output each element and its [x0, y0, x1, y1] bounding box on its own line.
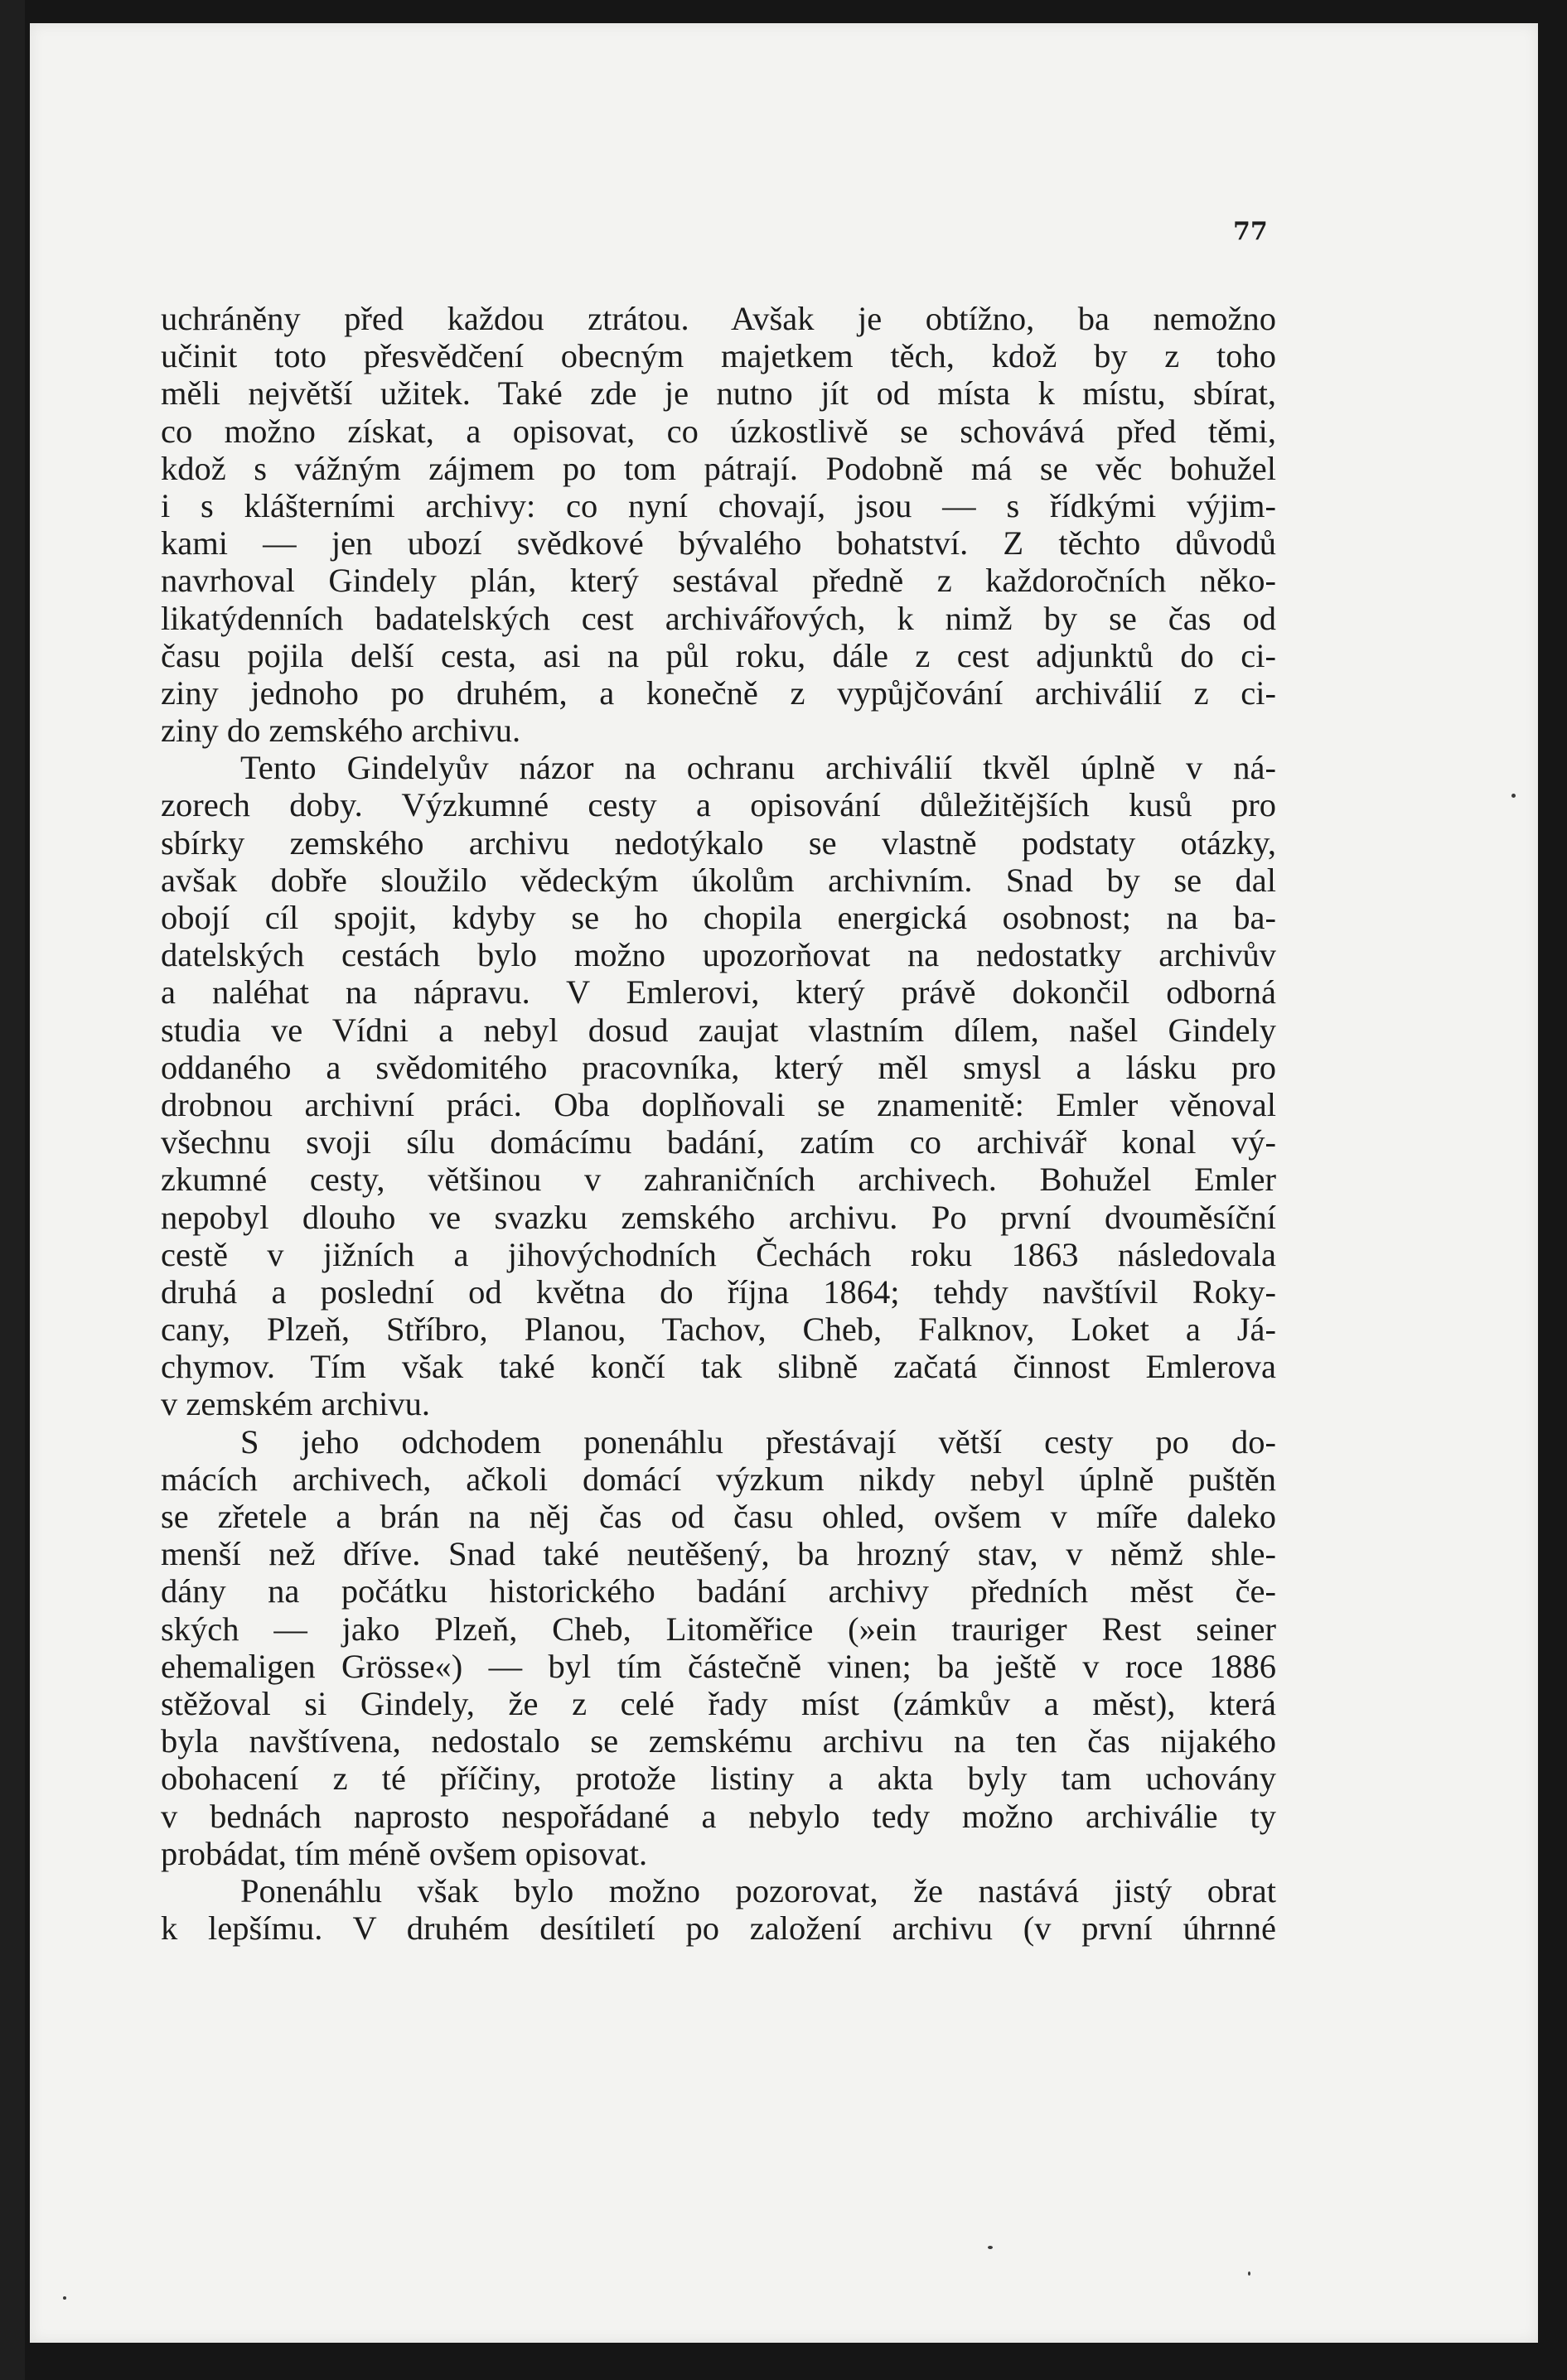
- paragraph-1: [161, 300, 1276, 749]
- text-line: času pojila delší cesta, asi na půl roku, dále z cest adjunktů do ci-: [161, 636, 1276, 674]
- text-line: zorech doby. Výzkumné cesty a opisování důležitějších kusů pro: [161, 786, 1276, 824]
- adjacent-page-edge: [0, 0, 25, 2380]
- text-line: Ponenáhlu však bylo možno pozorovat, že nastává jistý obrat: [240, 1871, 1276, 1909]
- text-line: kami — jen ubozí svědkové bývalého bohatství. Z těchto důvodů: [161, 524, 1276, 562]
- text-line: druhá a poslední od května do října 1864; tehdy navštívil Roky-: [161, 1272, 1276, 1311]
- text-line: se zřetele a brán na něj čas od času ohled, ovšem v míře daleko: [161, 1498, 1276, 1535]
- text-line: oddaného a svědomitého pracovníka, který měl smysl a lásku pro: [161, 1048, 1276, 1086]
- text-line: cestě v jižních a jihovýchodních Čechách roku 1863 následovala: [161, 1235, 1276, 1273]
- text-line: drobnou archivní práci. Oba doplňovali se znamenitě: Emler věnoval: [161, 1085, 1276, 1123]
- text-line: cany, Plzeň, Stříbro, Planou, Tachov, Cheb, Falknov, Loket a Já-: [161, 1311, 1276, 1349]
- page-number: 77: [1233, 217, 1268, 246]
- text-line: stěžoval si Gindely, že z celé řady míst (zámkův a měst), která: [161, 1684, 1276, 1722]
- text-line: Tento Gindelyův názor na ochranu archiválií tkvěl úplně v ná-: [240, 749, 1276, 787]
- paragraph-4: [161, 1872, 1276, 1947]
- text-line: avšak dobře sloužilo vědeckým úkolům archivním. Snad by se dal: [161, 861, 1276, 899]
- paragraph-2: [161, 749, 1276, 1422]
- dust-speck: [1511, 794, 1516, 798]
- text-line: likatýdenních badatelských cest archivářových, k nimž by se čas od: [161, 599, 1276, 637]
- dust-speck: [63, 2296, 66, 2300]
- dust-speck: [1248, 2271, 1250, 2276]
- text-line: probádat, tím méně ovšem opisovat.: [161, 1834, 648, 1872]
- text-line: ziny jednoho po druhém, a konečně z vypůjčování archiválií z ci-: [161, 673, 1276, 712]
- text-line: a naléhat na nápravu. V Emlerovi, který právě dokončil odborná: [161, 973, 1276, 1011]
- text-line: co možno získat, a opisovat, co úzkostlivě se schovává před těmi,: [161, 412, 1276, 450]
- text-line: datelských cestách bylo možno upozorňovat na nedostatky archivův: [161, 936, 1276, 974]
- text-line: měli největší užitek. Také zde je nutno jít od místa k místu, sbírat,: [161, 374, 1276, 413]
- text-line: studia ve Vídni a nebyl dosud zaujat vlastním dílem, našel Gindely: [161, 1011, 1276, 1049]
- paragraph-3: [161, 1423, 1276, 1872]
- text-line: S jeho odchodem ponenáhlu přestávají větší cesty po do-: [240, 1422, 1276, 1460]
- text-line: menší než dříve. Snad také neutěšený, ba hrozný stav, v němž shle-: [161, 1535, 1276, 1573]
- text-line: dány na počátku historického badání archivy předních měst če-: [161, 1572, 1276, 1610]
- dust-speck: [988, 2246, 993, 2249]
- text-line: obohacení z té příčiny, protože listiny a akta byly tam uchovány: [161, 1760, 1276, 1798]
- text-line: i s klášterními archivy: co nyní chovají, jsou — s řídkými výjim-: [161, 486, 1276, 524]
- text-line: chymov. Tím však také končí tak slibně začatá činnost Emlerova: [161, 1348, 1276, 1386]
- text-line: byla navštívena, nedostalo se zemskému archivu na ten čas nijakého: [161, 1722, 1276, 1760]
- text-line: učinit toto přesvědčení obecným majetkem těch, kdož by z toho: [161, 337, 1276, 375]
- text-line: ziny do zemského archivu.: [161, 712, 521, 750]
- text-line: mácích archivech, ačkoli domácí výzkum nikdy nebyl úplně puštěn: [161, 1460, 1276, 1498]
- text-line: všechnu svoji sílu domácímu badání, zatím co archivář konal vý-: [161, 1123, 1276, 1161]
- text-line: v zemském archivu.: [161, 1385, 431, 1423]
- text-line: v bednách naprosto nespořádané a nebylo tedy možno archiválie ty: [161, 1797, 1276, 1835]
- text-line: k lepšímu. V druhém desítiletí po založení archivu (v první úhrnné: [161, 1909, 1276, 1948]
- text-line: ských — jako Plzeň, Cheb, Litoměřice (»ein trauriger Rest seiner: [161, 1610, 1276, 1648]
- text-line: kdož s vážným zájmem po tom pátrají. Podobně má se věc bohužel: [161, 449, 1276, 487]
- text-line: nepobyl dlouho ve svazku zemského archivu. Po první dvouměsíční: [161, 1198, 1276, 1236]
- body-text: [161, 300, 1276, 1947]
- text-line: uchráněny před každou ztrátou. Avšak je obtížno, ba nemožno: [161, 300, 1276, 337]
- text-line: navrhoval Gindely plán, který sestával předně z každoročních něko-: [161, 562, 1276, 600]
- text-line: sbírky zemského archivu nedotýkalo se vlastně podstaty otázky,: [161, 823, 1276, 862]
- text-line: zkumné cesty, většinou v zahraničních archivech. Bohužel Emler: [161, 1161, 1276, 1199]
- text-line: ehemaligen Grösse«) — byl tím částečně vinen; ba ještě v roce 1886: [161, 1647, 1276, 1685]
- text-line: obojí cíl spojit, kdyby se ho chopila energická osobnost; na ba-: [161, 899, 1276, 936]
